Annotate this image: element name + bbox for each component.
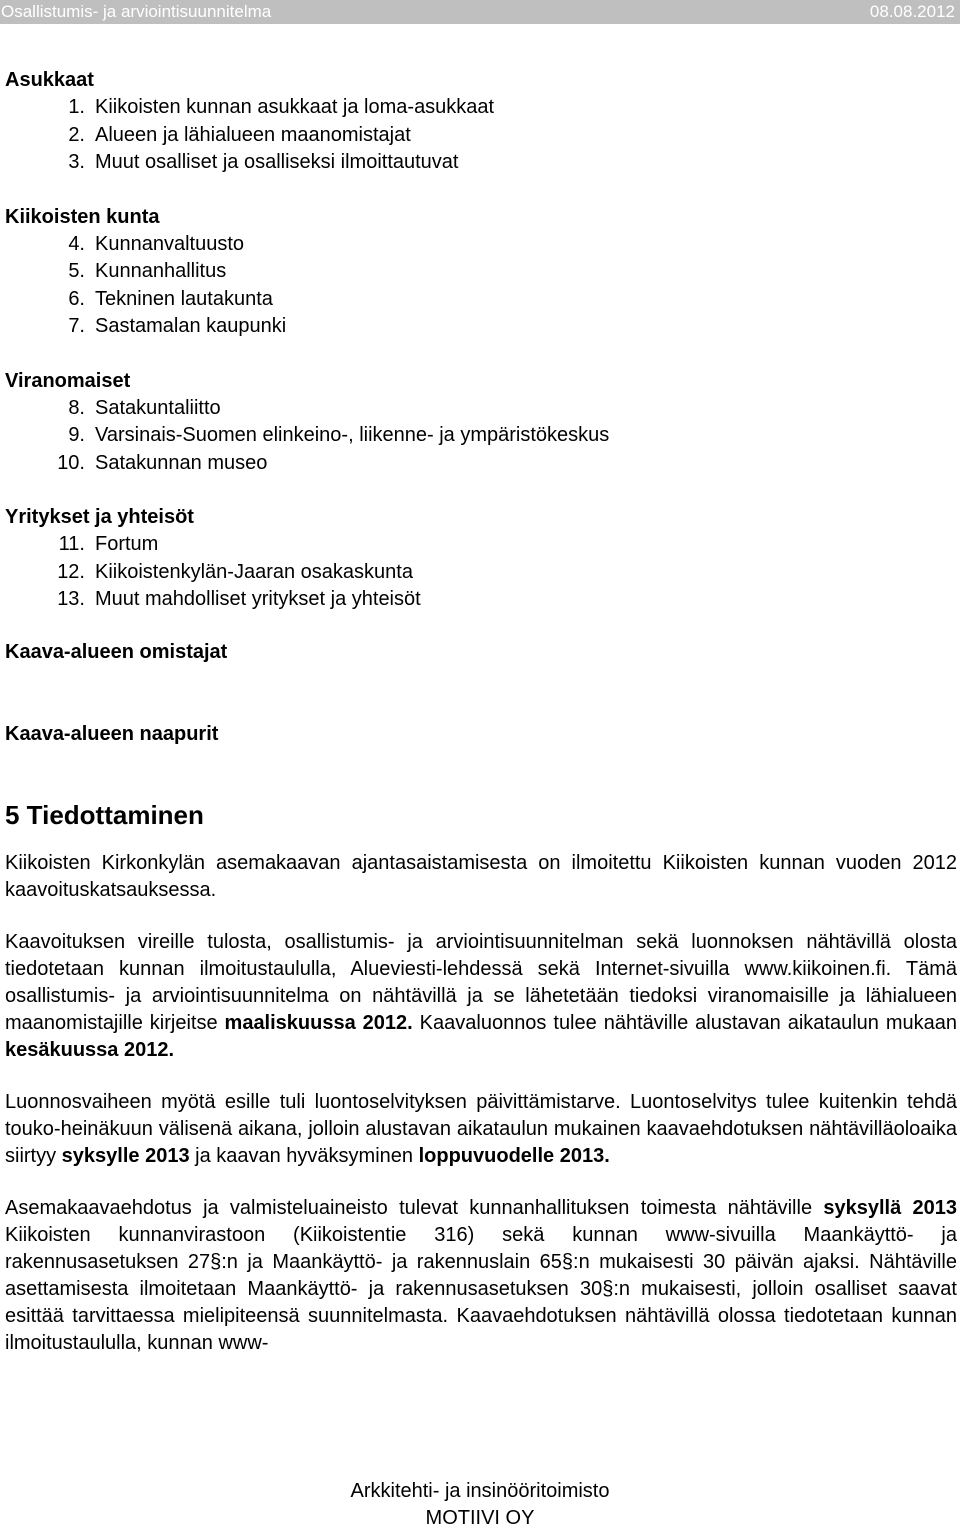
- stakeholder-group: [5, 367, 957, 478]
- list-item-number: 9.: [68, 424, 85, 446]
- section-paragraphs: [5, 850, 957, 1357]
- group-title: Asukkaat: [5, 69, 94, 91]
- document-title: Osallistumis- ja arviointisuunnitelma: [1, 2, 272, 21]
- bold-text: maaliskuussa 2012.: [224, 1011, 413, 1034]
- bold-text: syksyllä 2013: [823, 1196, 957, 1219]
- list-item-number: 12.: [57, 560, 85, 583]
- list-item-number: 1.: [68, 96, 85, 118]
- paragraph: [5, 1195, 957, 1357]
- list-item: [5, 313, 957, 341]
- list-item-text: Kiikoistenkylän-Jaaran osakaskunta: [95, 560, 413, 583]
- list-item-text: Varsinais-Suomen elinkeino-, liikenne- ja ympäristökeskus: [95, 424, 610, 446]
- bold-text: syksylle 2013: [61, 1144, 190, 1167]
- list-item-text: Fortum: [95, 533, 159, 555]
- list-item: [5, 122, 957, 150]
- list-item: [5, 231, 957, 259]
- list-item: [5, 395, 957, 423]
- list-item-text: Tekninen lautakunta: [95, 287, 273, 310]
- bold-text: kesäkuussa 2012.: [5, 1038, 175, 1061]
- list-item-text: Kunnanvaltuusto: [95, 232, 245, 255]
- group-list: [5, 531, 957, 614]
- list-item: [5, 258, 957, 286]
- list-item-text: Alueen ja lähialueen maanomistajat: [95, 123, 411, 146]
- list-item-number: 2.: [68, 123, 85, 146]
- list-item: [5, 559, 957, 587]
- footer-company-line2: MOTIIVI OY: [425, 1507, 535, 1529]
- list-item-text: Sastamalan kaupunki: [95, 315, 287, 337]
- section-heading: 5 Tiedottaminen: [5, 799, 204, 830]
- list-item: [5, 286, 957, 314]
- list-item: [5, 422, 957, 450]
- stakeholder-group: [5, 66, 957, 177]
- group-list: [5, 395, 957, 478]
- group-title: Viranomaiset: [5, 369, 131, 392]
- list-item-number: 5.: [68, 260, 85, 282]
- list-item: [5, 94, 957, 122]
- list-item: [5, 450, 957, 478]
- stakeholder-group: [5, 503, 957, 614]
- list-item-number: 7.: [68, 315, 85, 337]
- list-item-number: 10.: [57, 451, 85, 474]
- page-header: [0, 0, 960, 24]
- stakeholder-groups: [5, 66, 957, 614]
- text-run: Kaavoituksen vireille tulosta, osallistumis- ja arviointisuunnitelman sekä luonnoksen nähtävillä olosta tiedotetaan kunnan ilmoitustaululla, Alueviesti-lehdessä sekä Internet-sivuilla www.kiikoinen.fi. Tämä osallistumis- ja arviointisuunnitelma on nähtävillä ja se lähetetään tiedoksi viranomaisille ja lähialueen maanomistajille kirjeitse: [5, 930, 957, 1034]
- text-run: Asemakaavaehdotus ja valmisteluaineisto tulevat kunnanhallituksen toimesta nähtäville: [5, 1196, 824, 1219]
- list-item-text: Kunnanhallitus: [95, 260, 227, 282]
- list-item-text: Muut mahdolliset yritykset ja yhteisöt: [95, 588, 421, 610]
- list-item-number: 8.: [68, 396, 85, 419]
- text-run: ja kaavan hyväksyminen: [189, 1144, 419, 1167]
- list-item: [5, 531, 957, 559]
- document-date: 08.08.2012: [869, 2, 955, 21]
- list-item-number: 6.: [68, 287, 85, 310]
- group-title: Yritykset ja yhteisöt: [5, 506, 194, 528]
- document-body: [5, 66, 957, 1382]
- list-item: [5, 149, 957, 177]
- owners-heading: Kaava-alueen omistajat: [5, 640, 228, 663]
- list-item-number: 13.: [57, 588, 85, 610]
- paragraph: [5, 850, 957, 904]
- group-title: Kiikoisten kunta: [5, 205, 160, 228]
- paragraph: [5, 1089, 957, 1170]
- bold-text: loppuvuodelle 2013.: [418, 1144, 610, 1167]
- list-item-text: Satakuntaliitto: [95, 396, 221, 419]
- list-item-number: 4.: [68, 232, 85, 255]
- text-run: Luonnosvaiheen myötä esille tuli luontoselvityksen päivittämistarve. Luontoselvitys tulee kuitenkin tehdä touko-heinäkuun välisenä aikana, jolloin alustavan aikataulun mukainen kaavaehdotuksen nähtävilläoloaika siirtyy: [5, 1090, 957, 1167]
- list-item: [5, 586, 957, 614]
- stakeholder-group: [5, 203, 957, 341]
- list-item-text: Satakunnan museo: [95, 451, 268, 474]
- text-run: Kiikoisten Kirkonkylän asemakaavan ajantasaistamisesta on ilmoitettu Kiikoisten kunnan vuoden 2012 kaavoituskatsauksessa.: [5, 851, 957, 901]
- text-run: Kiikoisten kunnanvirastoon (Kiikoistentie 316) sekä kunnan www-sivuilla Maankäyttö- ja rakennusasetuksen 27§:n ja Maankäyttö- ja rakennuslain 65§:n mukaisesti 30 päivän ajaksi. Nähtäville asettamisesta ilmoitetaan Maankäyttö- ja rakennusasetuksen 30§:n mukaisesti, jolloin osalliset saavat esittää tarvittaessa mielipiteensä suunnitelmasta. Kaavaehdotuksen nähtävillä olossa tiedotetaan kunnan ilmoitustaululla, kunnan www-: [5, 1223, 957, 1354]
- footer-company-line1: Arkkitehti- ja insinööritoimisto: [350, 1480, 610, 1502]
- list-item-number: 3.: [68, 151, 85, 173]
- list-item-text: Muut osalliset ja osalliseksi ilmoittautuvat: [95, 151, 459, 173]
- text-run: Kaavaluonnos tulee nähtäville alustavan aikataulun mukaan: [412, 1011, 957, 1034]
- group-list: [5, 94, 957, 177]
- neighbours-heading: Kaava-alueen naapurit: [5, 722, 219, 745]
- list-item-text: Kiikoisten kunnan asukkaat ja loma-asukkaat: [95, 96, 495, 118]
- group-list: [5, 231, 957, 341]
- paragraph: [5, 929, 957, 1064]
- list-item-number: 11.: [58, 533, 85, 555]
